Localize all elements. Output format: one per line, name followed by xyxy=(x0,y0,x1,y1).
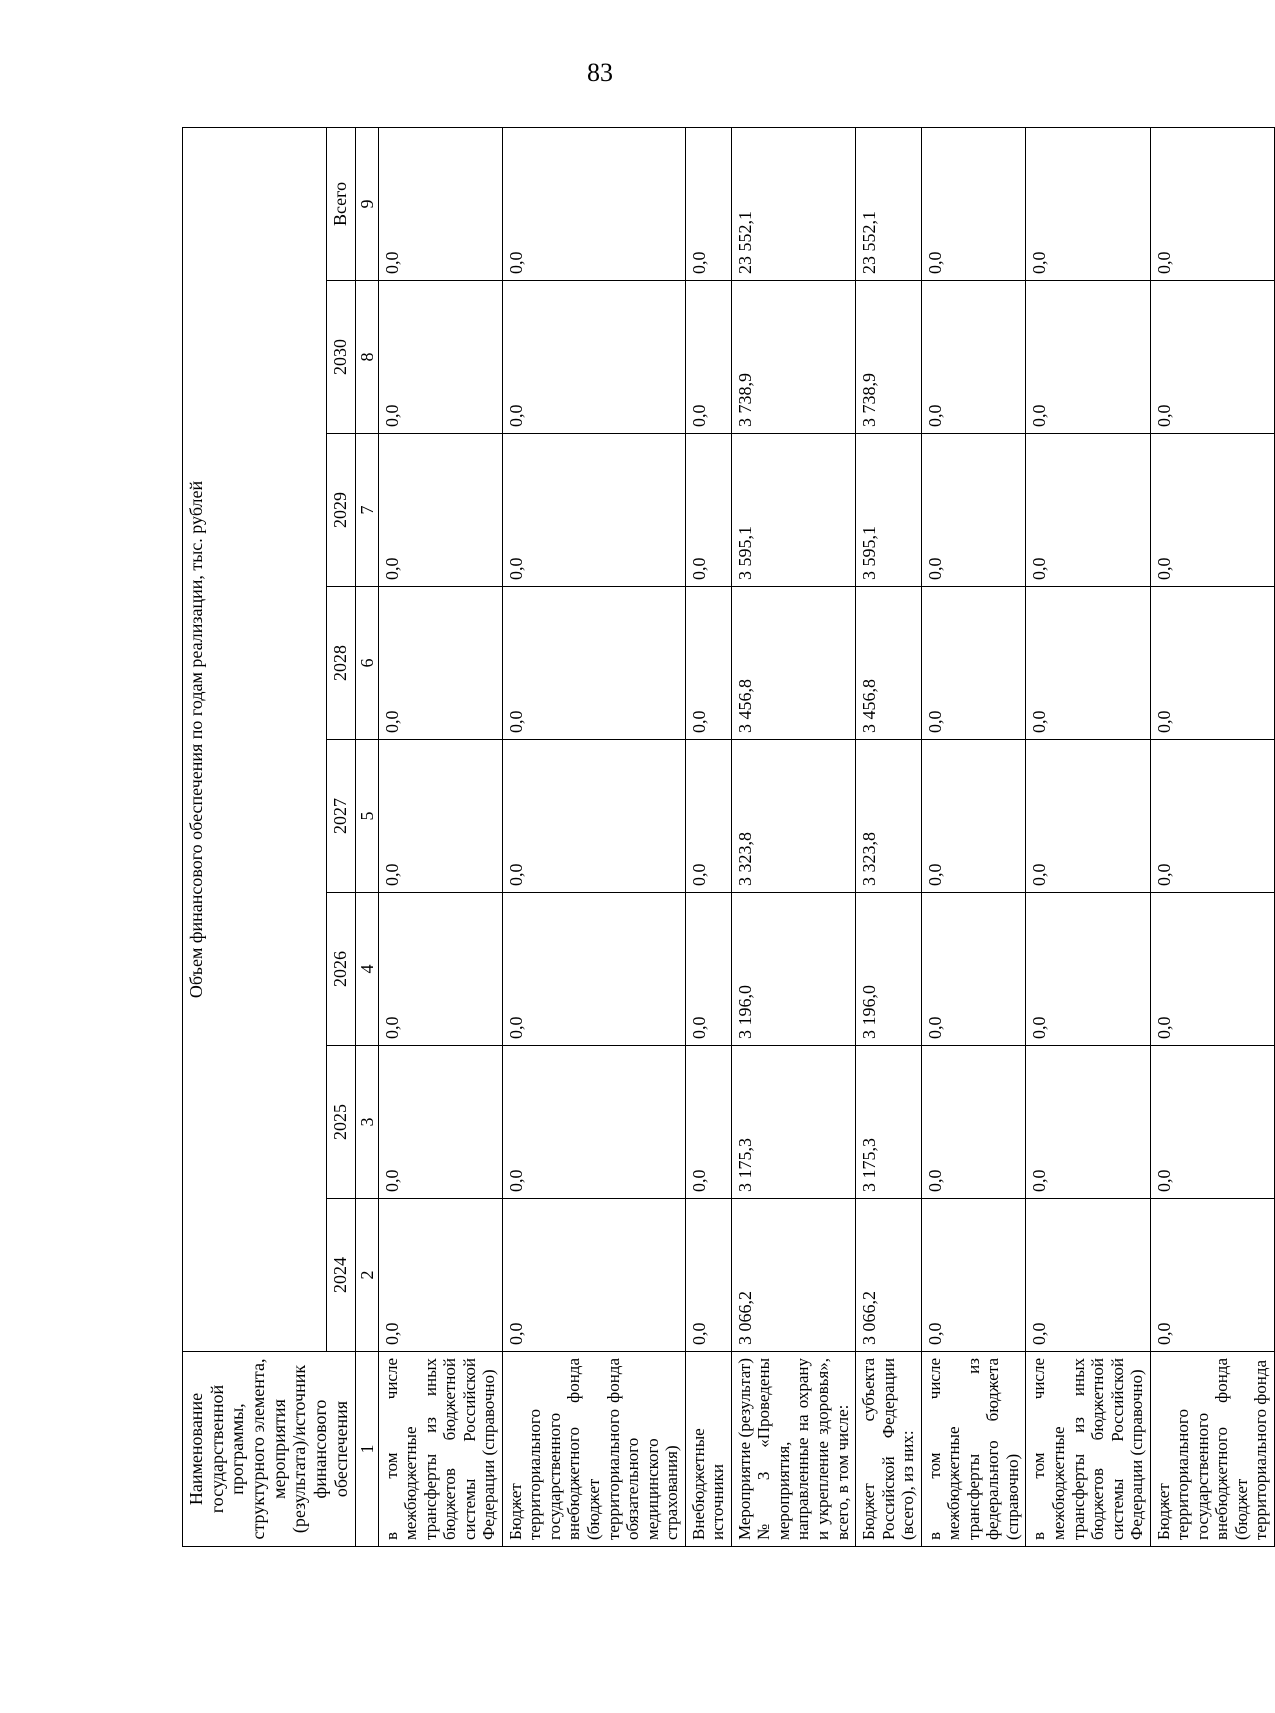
row-year-value: 0,0 xyxy=(685,1046,731,1199)
row-name: Бюджет субъекта Российской Федерации (всего), из них: xyxy=(856,1352,922,1547)
table-body xyxy=(378,127,1275,1546)
row-total-value: 0,0 xyxy=(502,127,685,280)
row-year-value: 0,0 xyxy=(502,587,685,740)
row-name: Бюджет территориального государственного внебюджетного фонда (бюджет территориального фонда обязательного медицинского страхования) xyxy=(502,1352,685,1547)
row-year-value: 0,0 xyxy=(378,281,502,434)
row-year-value: 3 175,3 xyxy=(856,1046,922,1199)
row-year-value: 3 456,8 xyxy=(856,587,922,740)
row-year-value: 0,0 xyxy=(1150,740,1274,893)
table-row xyxy=(378,127,502,1546)
column-index: 2 xyxy=(355,1199,378,1352)
row-year-value: 0,0 xyxy=(502,1199,685,1352)
row-year-value: 0,0 xyxy=(1026,587,1150,740)
row-year-value: 0,0 xyxy=(685,740,731,893)
column-index: 7 xyxy=(355,434,378,587)
row-year-value: 3 196,0 xyxy=(856,893,922,1046)
column-index: 1 xyxy=(355,1352,378,1547)
row-year-value: 0,0 xyxy=(1150,281,1274,434)
row-year-value: 3 595,1 xyxy=(731,434,855,587)
row-year-value: 0,0 xyxy=(921,740,1026,893)
row-year-value: 0,0 xyxy=(685,1199,731,1352)
row-year-value: 0,0 xyxy=(1026,893,1150,1046)
row-year-value: 0,0 xyxy=(378,893,502,1046)
page-number: 83 xyxy=(587,58,613,87)
row-total-value: 23 552,1 xyxy=(856,127,922,280)
row-total-value: 0,0 xyxy=(378,127,502,280)
year-header: 2026 xyxy=(326,893,355,1046)
row-year-value: 0,0 xyxy=(378,587,502,740)
row-year-value: 0,0 xyxy=(378,740,502,893)
row-year-value: 0,0 xyxy=(1150,1046,1274,1199)
row-year-value: 0,0 xyxy=(1150,1199,1274,1352)
row-total-value: 0,0 xyxy=(1150,127,1274,280)
row-year-value: 3 066,2 xyxy=(731,1199,855,1352)
row-year-value: 0,0 xyxy=(685,434,731,587)
year-header: 2027 xyxy=(326,740,355,893)
row-year-value: 3 196,0 xyxy=(731,893,855,1046)
row-year-value: 0,0 xyxy=(685,893,731,1046)
row-year-value: 0,0 xyxy=(1150,587,1274,740)
row-year-value: 3 738,9 xyxy=(856,281,922,434)
row-year-value: 3 595,1 xyxy=(856,434,922,587)
table-row xyxy=(731,127,855,1546)
total-header: Всего xyxy=(326,127,355,280)
row-year-value: 0,0 xyxy=(685,587,731,740)
row-year-value: 0,0 xyxy=(502,893,685,1046)
table-row xyxy=(1026,127,1150,1546)
row-year-value: 0,0 xyxy=(378,1046,502,1199)
row-year-value: 0,0 xyxy=(1026,434,1150,587)
row-year-value: 0,0 xyxy=(921,893,1026,1046)
row-year-value: 0,0 xyxy=(378,1199,502,1352)
header-row-years xyxy=(326,127,355,1546)
table-row xyxy=(921,127,1026,1546)
row-year-value: 0,0 xyxy=(1026,281,1150,434)
row-year-value: 3 456,8 xyxy=(731,587,855,740)
row-name: Мероприятие (результат) № 3 «Проведены мероприятия, направленные на охрану и укрепление здоровья», всего, в том числе: xyxy=(731,1352,855,1547)
row-year-value: 3 323,8 xyxy=(731,740,855,893)
row-year-value: 0,0 xyxy=(921,281,1026,434)
row-year-value: 3 323,8 xyxy=(856,740,922,893)
column-index: 8 xyxy=(355,281,378,434)
column-index: 3 xyxy=(355,1046,378,1199)
column-index: 6 xyxy=(355,587,378,740)
row-total-value: 0,0 xyxy=(685,127,731,280)
row-year-value: 0,0 xyxy=(502,434,685,587)
year-header: 2029 xyxy=(326,434,355,587)
row-year-value: 0,0 xyxy=(502,281,685,434)
row-year-value: 0,0 xyxy=(378,434,502,587)
row-year-value: 0,0 xyxy=(921,1046,1026,1199)
row-year-value: 0,0 xyxy=(502,1046,685,1199)
year-header: 2030 xyxy=(326,281,355,434)
row-name: Внебюджетные источники xyxy=(685,1352,731,1547)
row-year-value: 3 738,9 xyxy=(731,281,855,434)
header-row-main xyxy=(183,127,327,1546)
row-name: в том числе межбюджетные трансферты из иных бюджетов бюджетной системы Российской Федерации (справочно) xyxy=(1026,1352,1150,1547)
row-name: в том числе межбюджетные трансферты из федерального бюджета (справочно) xyxy=(921,1352,1026,1547)
row-total-value: 23 552,1 xyxy=(731,127,855,280)
column-index: 9 xyxy=(355,127,378,280)
row-year-value: 0,0 xyxy=(921,587,1026,740)
row-year-value: 3 066,2 xyxy=(856,1199,922,1352)
row-total-value: 0,0 xyxy=(1026,127,1150,280)
column-index: 5 xyxy=(355,740,378,893)
row-year-value: 0,0 xyxy=(1026,1046,1150,1199)
financing-table xyxy=(182,127,1275,1547)
rotated-table-container xyxy=(182,127,1271,1547)
table-row xyxy=(502,127,685,1546)
row-year-value: 0,0 xyxy=(502,740,685,893)
index-row xyxy=(355,127,378,1546)
row-name: Бюджет территориального государственного внебюджетного фонда (бюджет территориального фонда xyxy=(1150,1352,1274,1547)
column-index: 4 xyxy=(355,893,378,1046)
row-year-value: 0,0 xyxy=(921,1199,1026,1352)
row-year-value: 3 175,3 xyxy=(731,1046,855,1199)
row-year-value: 0,0 xyxy=(685,281,731,434)
name-column-header: Наименование государственной программы, структурного элемента, мероприятия (результата)/источник финансового обеспечения xyxy=(183,1352,356,1547)
row-total-value: 0,0 xyxy=(921,127,1026,280)
year-header: 2024 xyxy=(326,1199,355,1352)
year-header: 2028 xyxy=(326,587,355,740)
table-row xyxy=(856,127,922,1546)
table-row xyxy=(685,127,731,1546)
row-year-value: 0,0 xyxy=(1026,1199,1150,1352)
row-year-value: 0,0 xyxy=(921,434,1026,587)
row-year-value: 0,0 xyxy=(1150,893,1274,1046)
table-row xyxy=(1150,127,1274,1546)
row-year-value: 0,0 xyxy=(1026,740,1150,893)
row-name: в том числе межбюджетные трансферты из иных бюджетов бюджетной системы Российской Федерации (справочно) xyxy=(378,1352,502,1547)
year-header: 2025 xyxy=(326,1046,355,1199)
row-year-value: 0,0 xyxy=(1150,434,1274,587)
volume-header: Объем финансового обеспечения по годам реализации, тыс. рублей xyxy=(183,127,327,1351)
